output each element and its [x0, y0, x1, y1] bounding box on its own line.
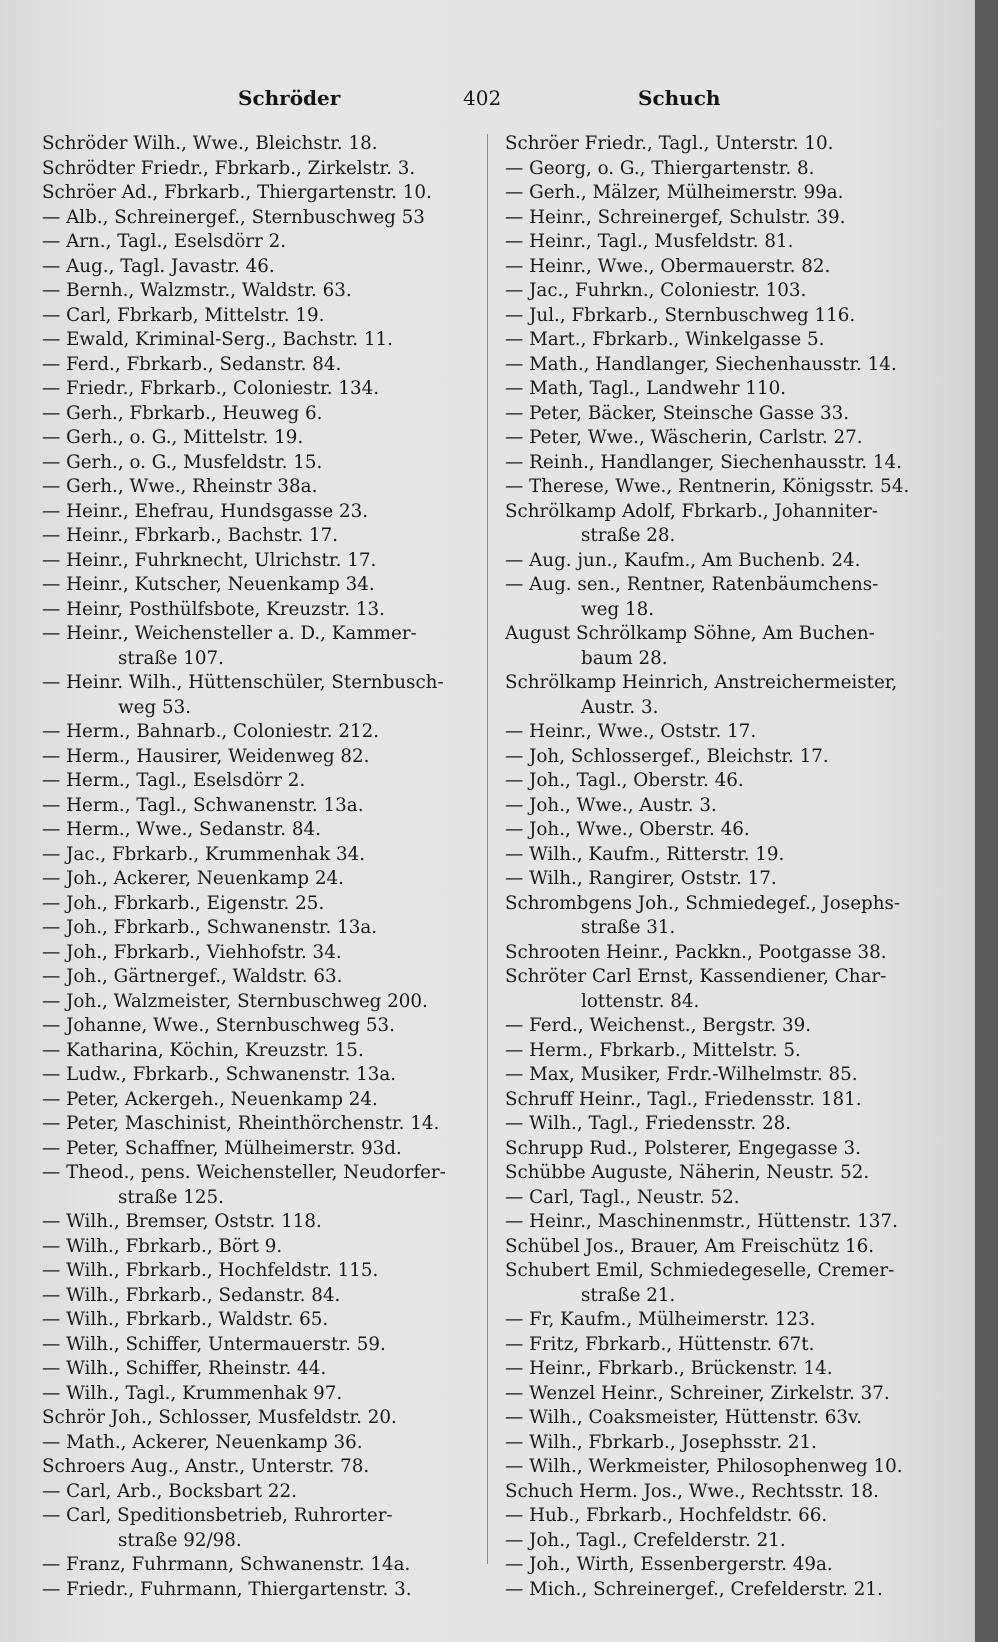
directory-entry: — Heinr., Wwe., Oststr. 17.: [505, 721, 757, 742]
directory-entry: Schübel Jos., Brauer, Am Freischütz 16.: [505, 1235, 875, 1257]
directory-entry: — Ferd., Weichenst., Bergstr. 39.: [505, 1015, 812, 1036]
directory-entry: — Joh., Fbrkarb., Schwanenstr. 13a.: [42, 917, 378, 938]
directory-entry: Schruff Heinr., Tagl., Friedensstr. 181.: [505, 1088, 862, 1110]
directory-entry: — Aug. jun., Kaufm., Am Buchenb. 24.: [505, 549, 861, 571]
directory-entry: — Joh., Wwe., Austr. 3.: [505, 794, 717, 816]
directory-entry: — Herm., Fbrkarb., Mittelstr. 5.: [505, 1039, 801, 1061]
directory-entry: — Heinr., Schreinergef, Schulstr. 39.: [505, 206, 846, 228]
directory-entry: — Ludw., Fbrkarb., Schwanenstr. 13a.: [42, 1064, 397, 1085]
directory-entry: — Wilh., Fbrkarb., Sedanstr. 84.: [42, 1284, 341, 1306]
directory-entry: — Wilh., Schiffer, Rheinstr. 44.: [42, 1358, 327, 1379]
directory-entry: — Heinr., Fbrkarb., Brückenstr. 14.: [505, 1358, 833, 1379]
directory-entry: — Aug. sen., Rentner, Ratenbäumchens-: [505, 574, 879, 595]
entry-continuation: straße 31.: [581, 917, 676, 938]
directory-entry: — Jac., Fbrkarb., Krummenhak 34.: [42, 843, 366, 865]
directory-entry: — Wilh., Tagl., Krummenhak 97.: [42, 1382, 343, 1404]
directory-entry: — Peter, Bäcker, Steinsche Gasse 33.: [505, 402, 850, 424]
directory-entry: — Hub., Fbrkarb., Hochfeldstr. 66.: [505, 1505, 828, 1526]
directory-entry: — Georg, o. G., Thiergartenstr. 8.: [505, 157, 815, 179]
directory-entry: — Joh., Ackerer, Neuenkamp 24.: [42, 868, 344, 889]
directory-entry: — Heinr., Ehefrau, Hundsgasse 23.: [42, 500, 369, 522]
directory-entry: — Wilh., Rangirer, Oststr. 17.: [505, 868, 777, 889]
directory-entry: Schroers Aug., Anstr., Unterstr. 78.: [42, 1456, 370, 1477]
entry-continuation: lottenstr. 84.: [581, 990, 700, 1012]
directory-entry: — Herm., Bahnarb., Coloniestr. 212.: [42, 721, 380, 742]
directory-entry: — Wenzel Heinr., Schreiner, Zirkelstr. 37.: [505, 1382, 890, 1404]
directory-entry: August Schrölkamp Söhne, Am Buchen-: [505, 623, 875, 644]
directory-entry: — Carl, Speditionsbetrieb, Ruhrorter-: [42, 1505, 393, 1526]
directory-entry: — Wilh., Fbrkarb., Bört 9.: [42, 1235, 283, 1257]
directory-entry: — Jac., Fuhrkn., Coloniestr. 103.: [505, 280, 807, 301]
directory-entry: — Heinr., Fbrkarb., Bachstr. 17.: [42, 525, 339, 546]
directory-entry: — Joh., Walzmeister, Sternbuschweg 200.: [42, 990, 428, 1012]
directory-entry: Schröter Carl Ernst, Kassendiener, Char-: [505, 966, 887, 987]
directory-entry: — Johanne, Wwe., Sternbuschweg 53.: [42, 1015, 395, 1036]
directory-entry: — Joh., Tagl., Crefelderstr. 21.: [505, 1529, 786, 1551]
directory-entry: — Therese, Wwe., Rentnerin, Königsstr. 54.: [505, 476, 910, 497]
directory-entry: — Ferd., Fbrkarb., Sedanstr. 84.: [42, 353, 342, 375]
entry-continuation: weg 18.: [581, 598, 655, 620]
directory-entry: — Katharina, Köchin, Kreuzstr. 15.: [42, 1039, 364, 1061]
directory-entry: — Joh., Gärtnergef., Waldstr. 63.: [42, 966, 343, 987]
directory-entry: — Heinr, Posthülfsbote, Kreuzstr. 13.: [42, 598, 385, 620]
directory-entry: — Mart., Fbrkarb., Winkelgasse 5.: [505, 329, 825, 350]
directory-entry: — Fr, Kaufm., Mülheimerstr. 123.: [505, 1309, 816, 1330]
directory-entry: — Reinh., Handlanger, Siechenhausstr. 14.: [505, 451, 902, 473]
page-number: 402: [463, 86, 502, 110]
directory-entry: — Bernh., Walzmstr., Waldstr. 63.: [42, 280, 352, 301]
left-column: [42, 132, 462, 1602]
directory-entry: Schrooten Heinr., Packkn., Pootgasse 38.: [505, 941, 887, 963]
directory-entry: Schubert Emil, Schmiedegeselle, Cremer-: [505, 1260, 895, 1281]
entry-continuation: straße 28.: [581, 525, 676, 546]
directory-entry: — Gerh., Mälzer, Mülheimerstr. 99a.: [505, 182, 844, 203]
header-right-keyword: Schuch: [638, 86, 721, 110]
directory-entry: Schrupp Rud., Polsterer, Engegasse 3.: [505, 1137, 861, 1159]
directory-entry: — Gerh., Fbrkarb., Heuweg 6.: [42, 402, 323, 424]
entry-continuation: straße 92/98.: [118, 1529, 242, 1551]
directory-entry: — Heinr., Weichensteller a. D., Kammer-: [42, 623, 417, 644]
directory-entry: — Mich., Schreinergef., Crefelderstr. 21.: [505, 1578, 883, 1600]
directory-entry: — Wilh., Fbrkarb., Josephsstr. 21.: [505, 1431, 817, 1453]
entry-continuation: weg 53.: [118, 696, 192, 718]
directory-entry: Schrödter Friedr., Fbrkarb., Zirkelstr. 3.: [42, 157, 416, 179]
directory-entry: — Jul., Fbrkarb., Sternbuschweg 116.: [505, 304, 856, 326]
directory-entry: — Carl, Arb., Bocksbart 22.: [42, 1480, 297, 1502]
directory-entry: — Herm., Wwe., Sedanstr. 84.: [42, 819, 321, 840]
directory-entry: — Carl, Tagl., Neustr. 52.: [505, 1186, 740, 1208]
directory-entry: Schübbe Auguste, Näherin, Neustr. 52.: [505, 1162, 870, 1183]
entry-continuation: baum 28.: [581, 647, 668, 669]
directory-entry: — Joh., Fbrkarb., Viehhofstr. 34.: [42, 941, 342, 963]
directory-entry: Schrör Joh., Schlosser, Musfeldstr. 20.: [42, 1407, 397, 1428]
directory-entry: — Herm., Tagl., Eselsdörr 2.: [42, 770, 306, 791]
directory-entry: — Friedr., Fbrkarb., Coloniestr. 134.: [42, 378, 380, 399]
directory-entry: — Joh., Wirth, Essenbergerstr. 49a.: [505, 1554, 833, 1575]
directory-entry: — Joh., Fbrkarb., Eigenstr. 25.: [42, 892, 325, 914]
directory-entry: — Alb., Schreinergef., Sternbuschweg 53: [42, 206, 425, 228]
column-divider: [487, 134, 488, 1564]
directory-entry: — Wilh., Bremser, Oststr. 118.: [42, 1211, 322, 1232]
directory-entry: — Heinr., Tagl., Musfeldstr. 81.: [505, 231, 794, 252]
entry-continuation: straße 107.: [118, 647, 224, 669]
directory-entry: — Ewald, Kriminal-Serg., Bachstr. 11.: [42, 329, 393, 350]
directory-entry: — Wilh., Schiffer, Untermauerstr. 59.: [42, 1333, 386, 1355]
directory-entry: — Theod., pens. Weichensteller, Neudorfer-: [42, 1162, 446, 1183]
directory-entry: — Aug., Tagl. Javastr. 46.: [42, 255, 275, 277]
directory-entry: — Wilh., Coaksmeister, Hüttenstr. 63v.: [505, 1407, 863, 1428]
directory-entry: — Peter, Wwe., Wäscherin, Carlstr. 27.: [505, 427, 863, 448]
directory-entry: Schrölkamp Heinrich, Anstreichermeister,: [505, 672, 898, 693]
directory-entry: — Math, Tagl., Landwehr 110.: [505, 378, 787, 399]
directory-entry: Schrölkamp Adolf, Fbrkarb., Johanniter-: [505, 500, 878, 522]
directory-entry: — Joh., Wwe., Oberstr. 46.: [505, 819, 750, 840]
directory-entry: — Wilh., Werkmeister, Philosophenweg 10.: [505, 1456, 903, 1477]
directory-entry: — Gerh., Wwe., Rheinstr 38a.: [42, 476, 318, 497]
directory-entry: — Heinr. Wilh., Hüttenschüler, Sternbusch-: [42, 672, 444, 693]
directory-entry: — Heinr., Maschinenmstr., Hüttenstr. 137.: [505, 1211, 898, 1232]
directory-entry: Schrombgens Joh., Schmiedegef., Josephs-: [505, 892, 901, 914]
directory-entry: — Peter, Ackergeh., Neuenkamp 24.: [42, 1088, 378, 1110]
right-column: [505, 132, 915, 1602]
directory-entry: Schröer Ad., Fbrkarb., Thiergartenstr. 10.: [42, 182, 432, 203]
header-left-keyword: Schröder: [238, 86, 341, 110]
directory-entry: — Math., Handlanger, Siechenhausstr. 14.: [505, 353, 897, 375]
page-header: [0, 80, 975, 120]
directory-entry: — Carl, Fbrkarb, Mittelstr. 19.: [42, 304, 325, 326]
directory-entry: — Joh., Tagl., Oberstr. 46.: [505, 770, 744, 791]
directory-entry: Schröer Friedr., Tagl., Unterstr. 10.: [505, 133, 834, 154]
directory-entry: — Wilh., Tagl., Friedensstr. 28.: [505, 1113, 792, 1134]
directory-entry: — Heinr., Kutscher, Neuenkamp 34.: [42, 574, 375, 595]
directory-entry: — Wilh., Kaufm., Ritterstr. 19.: [505, 843, 785, 865]
directory-entry: — Peter, Maschinist, Rheinthörchenstr. 14.: [42, 1113, 440, 1134]
directory-entry: — Math., Ackerer, Neuenkamp 36.: [42, 1431, 363, 1453]
directory-entry: — Max, Musiker, Frdr.-Wilhelmstr. 85.: [505, 1064, 858, 1085]
directory-entry: — Joh, Schlossergef., Bleichstr. 17.: [505, 745, 829, 767]
directory-entry: Schröder Wilh., Wwe., Bleichstr. 18.: [42, 133, 378, 154]
directory-entry: — Franz, Fuhrmann, Schwanenstr. 14a.: [42, 1554, 411, 1575]
entry-continuation: Austr. 3.: [581, 696, 659, 718]
entry-continuation: straße 125.: [118, 1186, 224, 1208]
directory-entry: — Wilh., Fbrkarb., Hochfeldstr. 115.: [42, 1260, 379, 1281]
directory-entry: — Heinr., Fuhrknecht, Ulrichstr. 17.: [42, 549, 377, 571]
directory-entry: — Heinr., Wwe., Obermauerstr. 82.: [505, 255, 831, 277]
directory-entry: Schuch Herm. Jos., Wwe., Rechtsstr. 18.: [505, 1480, 879, 1502]
directory-entry: — Gerh., o. G., Musfeldstr. 15.: [42, 451, 323, 473]
directory-entry: — Arn., Tagl., Eselsdörr 2.: [42, 231, 287, 252]
directory-entry: — Fritz, Fbrkarb., Hüttenstr. 67t.: [505, 1333, 815, 1355]
directory-entry: — Herm., Hausirer, Weidenweg 82.: [42, 745, 370, 767]
directory-entry: — Gerh., o. G., Mittelstr. 19.: [42, 427, 304, 448]
entry-continuation: straße 21.: [581, 1284, 676, 1306]
directory-entry: — Wilh., Fbrkarb., Waldstr. 65.: [42, 1309, 329, 1330]
directory-entry: — Peter, Schaffner, Mülheimerstr. 93d.: [42, 1137, 402, 1159]
directory-entry: — Friedr., Fuhrmann, Thiergartenstr. 3.: [42, 1578, 412, 1600]
directory-entry: — Herm., Tagl., Schwanenstr. 13a.: [42, 794, 364, 816]
